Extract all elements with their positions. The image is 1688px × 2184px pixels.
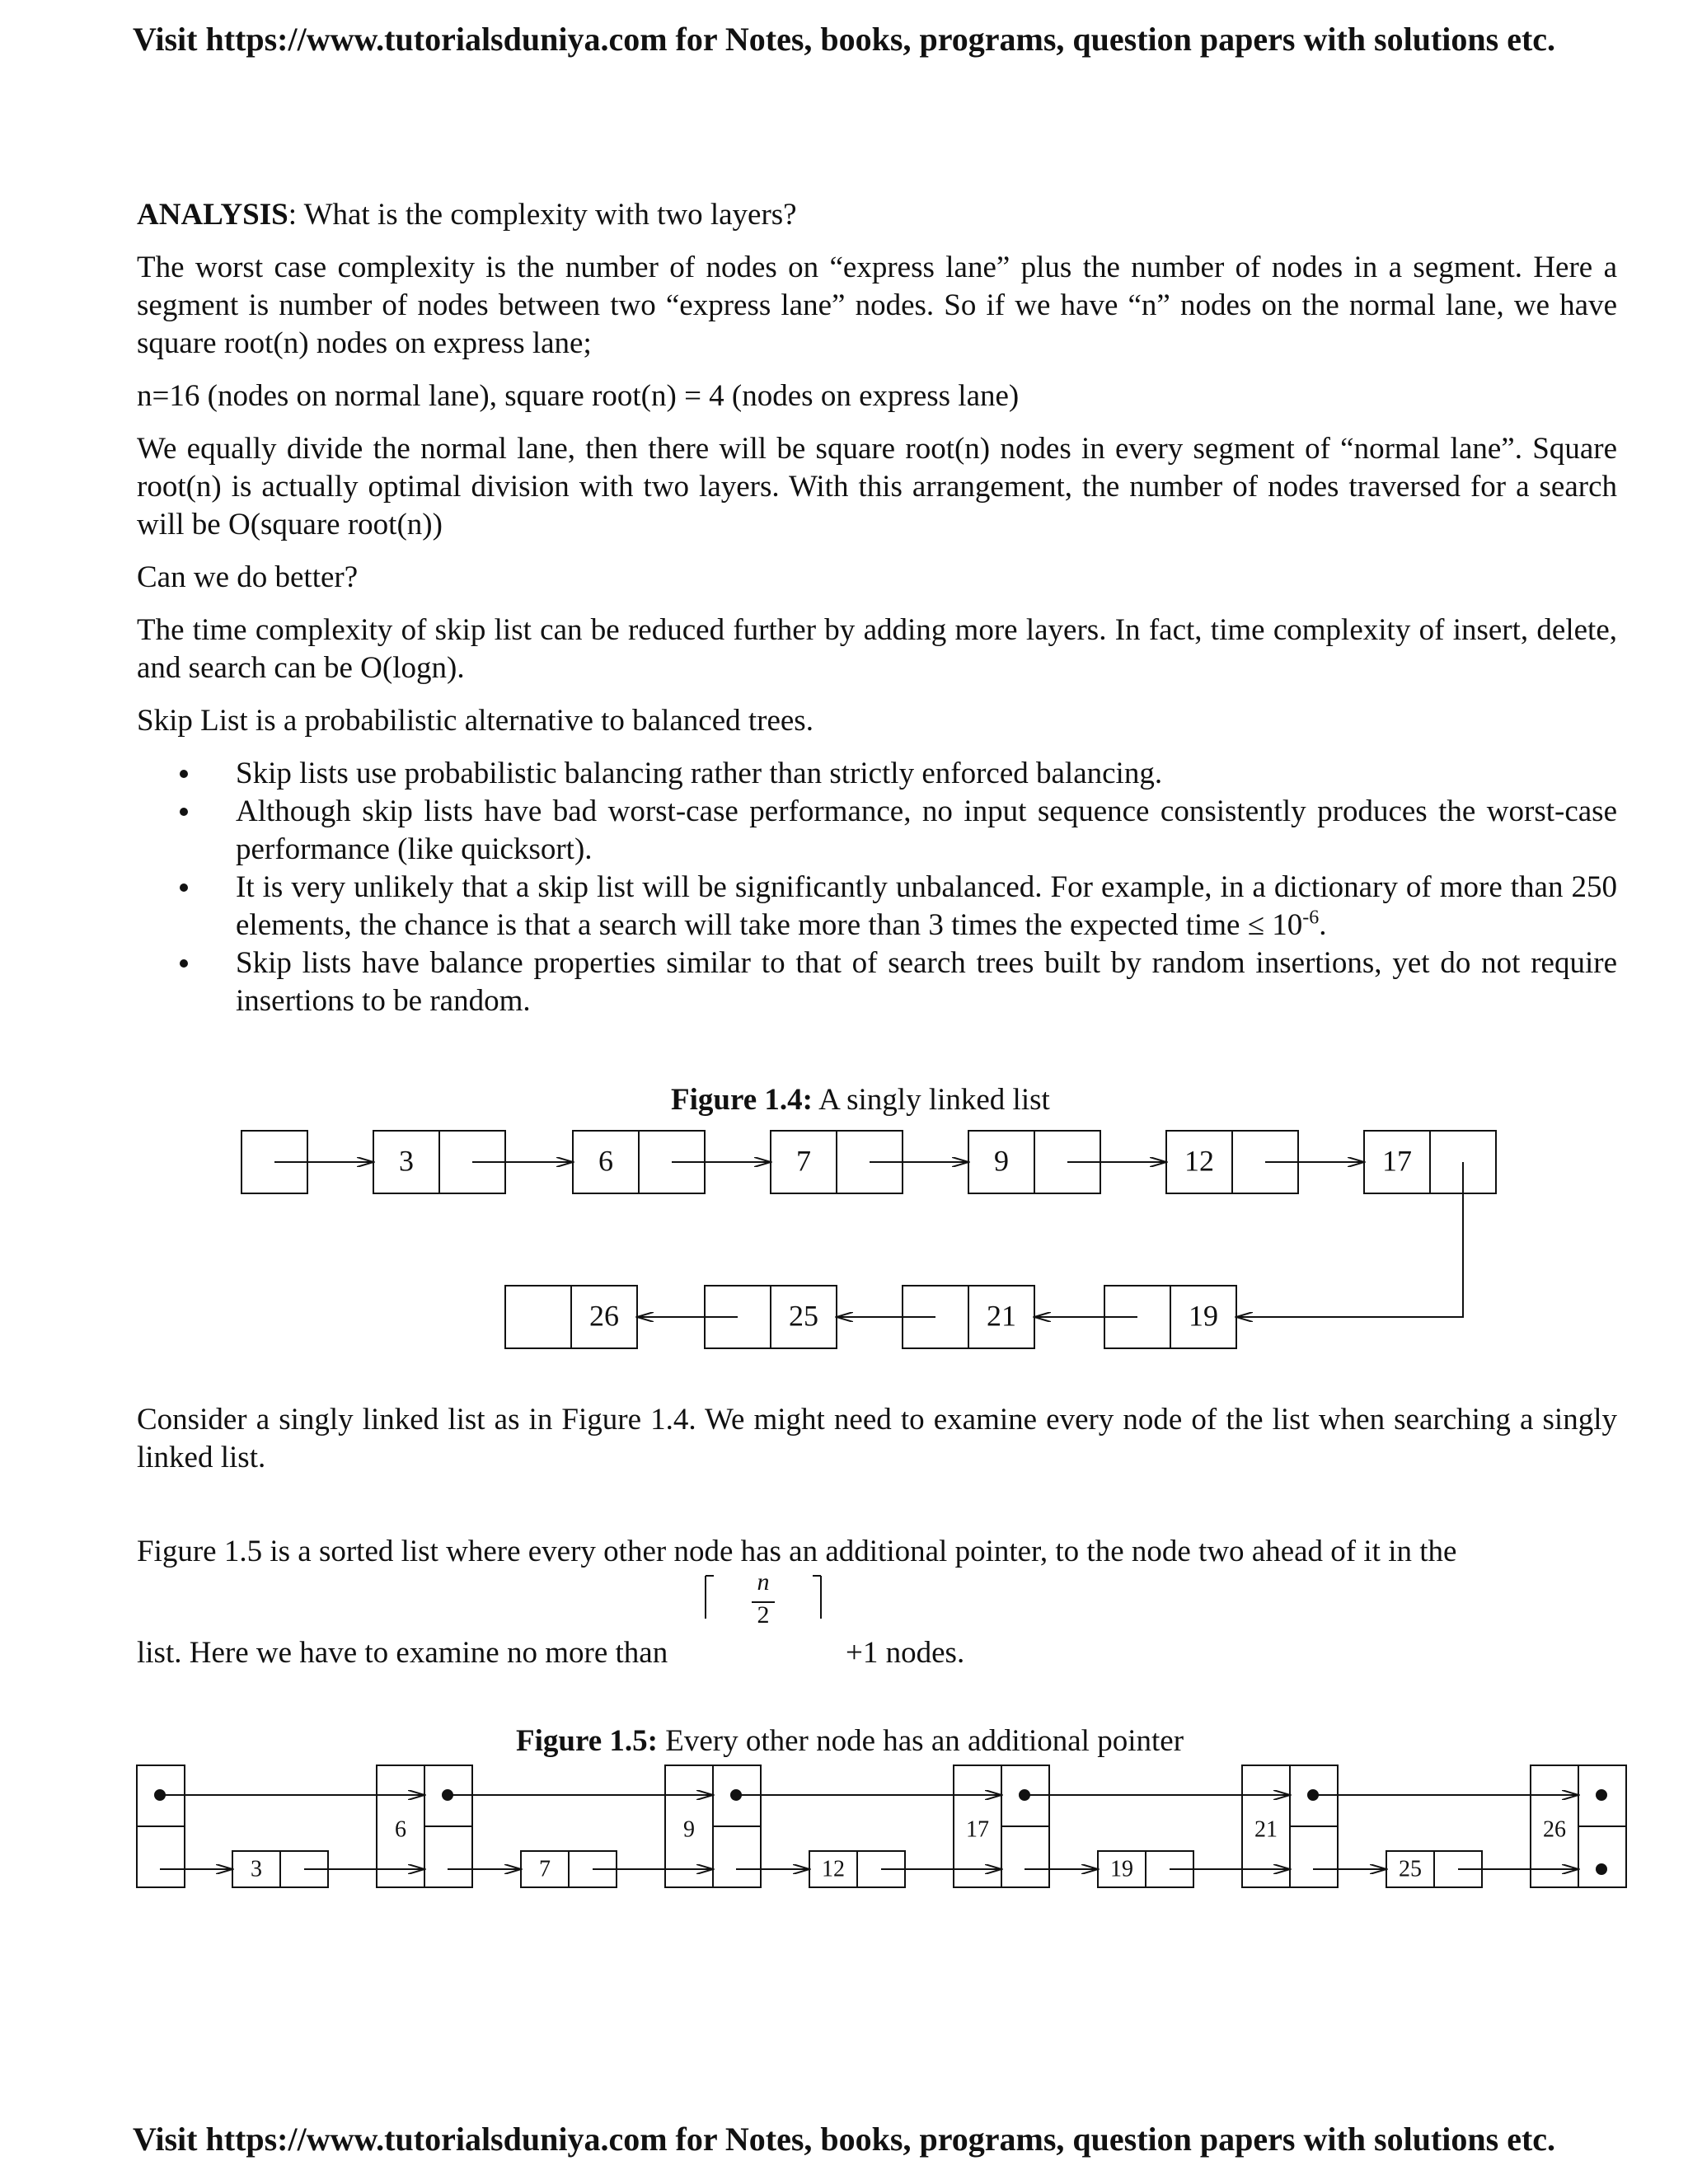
- tall-node-value: 17: [966, 1816, 989, 1843]
- tall-node-value: 21: [1254, 1816, 1278, 1843]
- bullet-text: It is very unlikely that a skip list will be significantly unbalanced. For example, in a dictionary of more than 250 elements, the chance is that a search will take more than 3 times the expected time ≤ 10: [236, 870, 1617, 942]
- bullet-dot: [180, 959, 188, 968]
- figure-1-4-label: Figure 1.4:: [671, 1083, 813, 1117]
- paragraph-examine-end: +1 nodes.: [846, 1636, 965, 1670]
- list-node-value: 3: [399, 1144, 414, 1178]
- bullet-dot: [180, 883, 188, 892]
- ceiling-formula: [691, 1568, 836, 1635]
- list-node-value: 6: [598, 1144, 613, 1178]
- list-node-value: 26: [589, 1299, 619, 1333]
- short-node-value: 19: [1110, 1856, 1133, 1882]
- list-node-value: 19: [1189, 1299, 1218, 1333]
- paragraph-layers: The time complexity of skip list can be reduced further by adding more layers. In fact, time complexity of insert, delete, and search can be O(logn).: [137, 613, 1617, 685]
- paragraph-worst-case: The worst case complexity is the number of nodes on “express lane” plus the number of nodes in a segment. Here a segment is number of nodes between two “express lane” nodes. So if we have “n” nodes on the normal lane, we have square root(n) nodes on express lane;: [137, 251, 1617, 360]
- analysis-question: : What is the complexity with two layers?: [288, 198, 797, 232]
- list-node-value: 9: [994, 1144, 1009, 1178]
- short-node-value: 3: [251, 1856, 262, 1882]
- bullet-item: [236, 755, 1617, 793]
- figure-1-4-caption: [671, 1081, 1050, 1119]
- pointer-dot: [443, 1790, 452, 1800]
- pointer-dot: [1020, 1790, 1029, 1800]
- pointer-dot: [731, 1790, 741, 1800]
- bullet-text-end: .: [1319, 908, 1327, 942]
- figure-1-5-title: Every other node has an additional pointer: [657, 1724, 1184, 1758]
- analysis-label: ANALYSIS: [137, 198, 288, 232]
- list-node-pointer-cell: [505, 1286, 571, 1348]
- list-node-value: 7: [796, 1144, 811, 1178]
- figure-1-5-label: Figure 1.5:: [516, 1724, 658, 1758]
- figure-1-5-diagram: [0, 1764, 1688, 1912]
- paragraph-singly-linked: Consider a singly linked list as in Figure 1.4. We might need to examine every node of the list when searching a singly linked list.: [137, 1403, 1617, 1474]
- figure-1-4-title: A singly linked list: [812, 1083, 1050, 1117]
- figure-1-5-caption: [516, 1722, 1184, 1760]
- bullet-text: Skip lists use probabilistic balancing rather than strictly enforced balancing.: [236, 757, 1163, 790]
- list-node-value: 12: [1184, 1144, 1214, 1178]
- paragraph-examine: list. Here we have to examine no more than: [137, 1636, 668, 1670]
- bullet-dot: [180, 770, 188, 778]
- list-node-value: 21: [987, 1299, 1016, 1333]
- tall-node-value: 26: [1543, 1816, 1566, 1843]
- analysis-heading: [137, 196, 1617, 234]
- header-banner: Visit https://www.tutorialsduniya.com for Notes, books, programs, question papers with solutions etc.: [132, 21, 1556, 58]
- wrap-pointer-arrow: [1236, 1162, 1463, 1317]
- bullet-item: [236, 944, 1617, 1020]
- paragraph-figure-1-5-intro: Figure 1.5 is a sorted list where every other node has an additional pointer, to the node two ahead of it in the: [137, 1535, 1457, 1568]
- bullet-item: [236, 793, 1617, 869]
- bullet-text: Although skip lists have bad worst-case performance, no input sequence consistently produces the worst-case performance (like quicksort).: [236, 794, 1617, 866]
- null-pointer-dot: [1597, 1864, 1606, 1874]
- pointer-dot: [1597, 1790, 1606, 1800]
- bullet-item: [236, 869, 1617, 944]
- page-content: [137, 196, 1617, 1020]
- bullet-dot: [180, 808, 188, 816]
- paragraph-definition: Skip List is a probabilistic alternative to balanced trees.: [137, 704, 814, 738]
- list-node-value: 17: [1382, 1144, 1412, 1178]
- paragraph-divide: We equally divide the normal lane, then there will be square root(n) nodes in every segment of “normal lane”. Square root(n) is actually optimal division with two layers. With this arrangement, the number of nodes traversed for a search will be O(square root(n)): [137, 432, 1617, 541]
- formula-numerator: n: [757, 1568, 770, 1596]
- short-node-value: 12: [822, 1856, 845, 1882]
- short-node-value: 25: [1399, 1856, 1422, 1882]
- pointer-dot: [1308, 1790, 1318, 1800]
- bullet-list: [137, 755, 1617, 1020]
- bullet-superscript: -6: [1302, 907, 1320, 929]
- figure-1-4-diagram: [0, 1121, 1688, 1368]
- short-node-value: 7: [539, 1856, 551, 1882]
- formula-denominator: 2: [757, 1601, 770, 1629]
- paragraph-example: n=16 (nodes on normal lane), square root(n) = 4 (nodes on express lane): [137, 379, 1020, 413]
- bullet-text: Skip lists have balance properties similar to that of search trees built by random insertions, yet do not require insertions to be random.: [236, 946, 1617, 1018]
- tall-node-value: 9: [683, 1816, 695, 1843]
- tall-node-value: 6: [395, 1816, 406, 1843]
- footer-banner: Visit https://www.tutorialsduniya.com for Notes, books, programs, question papers with solutions etc.: [132, 2121, 1556, 2158]
- list-node-value: 25: [789, 1299, 818, 1333]
- paragraph-question: Can we do better?: [137, 560, 359, 594]
